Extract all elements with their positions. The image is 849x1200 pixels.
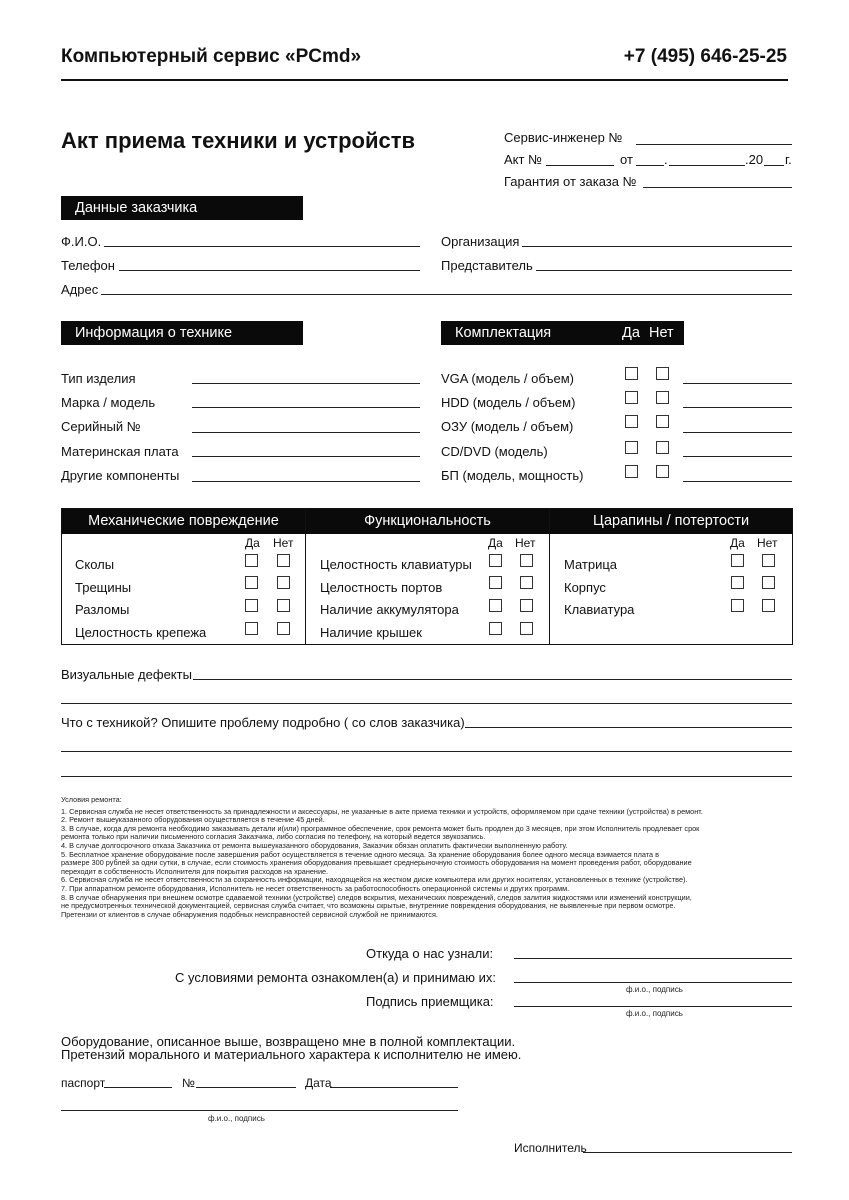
passport-no-field[interactable] (196, 1087, 296, 1088)
customer-signature-field[interactable] (61, 1110, 458, 1111)
visual-defects-label: Визуальные дефекты (61, 667, 192, 682)
warranty-field[interactable] (643, 187, 792, 188)
scratch-screen-yes-checkbox[interactable] (731, 554, 744, 567)
passport-field[interactable] (104, 1087, 172, 1088)
kit-item-label: CD/DVD (модель) (441, 444, 548, 459)
visual-defects-field-2[interactable] (61, 703, 792, 704)
phone-field[interactable] (119, 270, 420, 271)
condition-line: 5. Бесплатное хранение оборудование после завершения работ осуществляется в течение одного месяца. За хранение оборудования более одного месяца взимается плата в (61, 850, 659, 859)
representative-label: Представитель (441, 258, 533, 273)
scratch-yes-header: Да (730, 536, 745, 550)
company-phone: +7 (495) 646-25-25 (623, 46, 787, 67)
mech-yes-header: Да (245, 536, 260, 550)
address-field[interactable] (101, 294, 792, 295)
scratch-no-header: Нет (757, 536, 778, 550)
kit-item-label: БП (модель, мощность) (441, 468, 584, 483)
problem-field-3[interactable] (61, 776, 792, 777)
mech-chips-no-checkbox[interactable] (277, 554, 290, 567)
kit-vga-yes-checkbox[interactable] (625, 367, 638, 380)
act-year-suffix: г. (785, 152, 792, 167)
returned-text-1: Оборудование, описанное выше, возвращено мне в полной комплектации. (61, 1034, 516, 1049)
representative-field[interactable] (536, 270, 792, 271)
kit-item-label: VGA (модель / объем) (441, 371, 575, 386)
func-keyboard-no-checkbox[interactable] (520, 554, 533, 567)
condition-line: 2. Ремонт вышеуказанного оборудования осуществляется в течение 45 дней. (61, 816, 325, 825)
tech-brand-field[interactable] (192, 407, 420, 408)
conditions-title: Условия ремонта: (61, 796, 122, 804)
kit-hdd-no-checkbox[interactable] (656, 391, 669, 404)
tech-section-header: Информация о технике (61, 321, 303, 345)
kit-item-label: ОЗУ (модель / объем) (441, 419, 574, 434)
func-header: Функциональность (306, 509, 549, 534)
agree-label: С условиями ремонта ознакомлен(а) и принимаю их: (175, 970, 496, 985)
date-label: Дата (305, 1076, 332, 1090)
kit-cd-field[interactable] (683, 456, 792, 457)
kit-psu-no-checkbox[interactable] (656, 465, 669, 478)
tech-type-label: Тип изделия (61, 371, 136, 386)
mech-cracks-yes-checkbox[interactable] (245, 576, 258, 589)
act-form-page: Компьютерный сервис «PCmd» +7 (495) 646-25-25 Акт приема техники и устройств Сервис-инженер № Акт № от . .20 г. Гарантия от заказа № Данные заказчика Ф.И.О. Организация Телефон Представитель Адрес Информация о технике Тип изделия Марка / модель Серийный № Материнская плата Другие компоненты Комплектация Да Нет VGA (модель / объем) HDD (модель / объем) ОЗУ (модель / объем) CD/DVD (модель) БП (модель, мощность) Механические повреждение Функциональность Царапины / потертости Да Нет Сколы Трещины Разломы Целостность крепежа Да Нет Целостность клавиатуры Целостность портов Наличие аккумулятора Наличие крышек Да Нет Матрица Корпус Клавиатура Визуальные дефекты Что с техникой? Опишите проблему подробно ( со слов заказчика) Условия ремонта: 1. Сервисная служба не несет ответственность за принадлежности и аксессуары, не указанные в акте приема техники и устройств, оформляемом при сдаче техники (устройства) в ремонт. 2. Ремонт вышеуказанного оборудования осуществляется в течение 45 дней. 3. В случае, когда для ремонта необходимо заказывать детали и(или) программное обеспечение, срок ремонта может быть продлен до 3 месяцев, при этом Исполнитель продлевает срок ремонта только при наличии письменного согласия Заказчика, либо согласия по телефону, на который ведется звукозапись. 4. В случае долгосрочного отказа Заказчика от ремонта вышеуказанного оборудования, Заказчик обязан оплатить фактически выполненную работу. 5. Бесплатное хранение оборудование после завершения работ осуществляется в течение одного месяца. За хранение оборудования более одного месяца взимается плата в размере 300 рублей за одни сутки, в случае, если стоимость хранения оборудования превышает среднерыночную стоимость оборудования на момент проведения работ, оборудование переходит в собственность Исполнителя для покрытия расходов на хранение. 6. Сервисная служба не несет ответственности за сохранность информации, находящейся на жестком диске компьютера или других носителях, установленных в технике (устройстве). 7. При аппаратном ремонте оборудования, Исполнитель не несет ответственность за работоспособность операционной системы и других программ. 8. В случае обнаружения при внешнем осмотре сдаваемой техники (устройстве) следов вскрытия, механических повреждений, следов залития жидкостями или изменений конструкции, не предусмотренных технической документацией, сервисная служба считает, что возможны скрытые, внутренние повреждения оборудования, не выявленные при первом осмотре. Претензии от клиентов в случае обнаружения подобных неисправностей сервисной службой не принимаются. Откуда о нас узнали: С условиями ремонта ознакомлен(а) и принимаю их: ф.и.о., подпись Подпись приемщика: ф.и.о., подпись Оборудование, описанное выше, возвращено мне в полной комплектации. Претензий морального и материального характера к исполнителю не имею. паспорт № Дата ф.и.о., подпись Исполнитель (61, 46, 792, 1155)
table-divider (305, 509, 306, 644)
act-from-label: от (620, 152, 633, 167)
func-ports-yes-checkbox[interactable] (489, 576, 502, 589)
func-item-label: Целостность портов (320, 580, 443, 595)
kit-section-header (441, 321, 684, 345)
returned-text-2: Претензий морального и материального характера к исполнителю не имею. (61, 1047, 522, 1062)
condition-line: Претензии от клиентов в случае обнаружения подобных неисправностей сервисной службой не принимаются. (61, 910, 438, 919)
problem-field[interactable] (465, 727, 792, 728)
condition-line: 3. В случае, когда для ремонта необходимо заказывать детали и(или) программное обеспечение, срок ремонта может быть продлен до 3 месяцев, при этом Исполнитель продлевает срок (61, 824, 700, 833)
act-month-field[interactable] (669, 165, 745, 166)
scratch-case-no-checkbox[interactable] (762, 576, 775, 589)
address-label: Адрес (61, 282, 99, 297)
condition-line: 4. В случае долгосрочного отказа Заказчика от ремонта вышеуказанного оборудования, Заказчик обязан оплатить фактически выполненную работу. (61, 841, 568, 850)
tech-brand-label: Марка / модель (61, 395, 156, 410)
source-label: Откуда о нас узнали: (366, 946, 494, 961)
tech-type-field[interactable] (192, 383, 420, 384)
scratch-keyboard-yes-checkbox[interactable] (731, 599, 744, 612)
agree-signature-caption: ф.и.о., подпись (626, 985, 683, 994)
tech-other-field[interactable] (192, 481, 420, 482)
mech-breaks-yes-checkbox[interactable] (245, 599, 258, 612)
mech-fasteners-no-checkbox[interactable] (277, 622, 290, 635)
mech-item-label: Трещины (75, 580, 132, 595)
tech-serial-field[interactable] (192, 432, 420, 433)
fio-field[interactable] (104, 246, 420, 247)
func-battery-no-checkbox[interactable] (520, 599, 533, 612)
table-divider (549, 509, 550, 644)
mech-no-header: Нет (273, 536, 294, 550)
mech-item-label: Разломы (75, 602, 130, 617)
organization-field[interactable] (522, 246, 792, 247)
kit-cd-yes-checkbox[interactable] (625, 441, 638, 454)
scratch-case-yes-checkbox[interactable] (731, 576, 744, 589)
mech-cracks-no-checkbox[interactable] (277, 576, 290, 589)
mech-item-label: Сколы (75, 557, 115, 572)
condition-line: переходит в собственность Исполнителя для покрытия расходов на хранение. (61, 867, 329, 876)
tech-motherboard-field[interactable] (192, 456, 420, 457)
condition-line: ремонта только при наличии письменного согласия Заказчика, либо согласия по телефону, на который ведется звукозапись. (61, 833, 486, 842)
customer-section-header: Данные заказчика (61, 196, 303, 220)
scratch-item-label: Клавиатура (564, 602, 635, 617)
scratch-item-label: Матрица (564, 557, 618, 572)
scratch-header: Царапины / потертости (550, 509, 792, 534)
kit-section-title: Комплектация (455, 325, 552, 341)
problem-label: Что с техникой? Опишите проблему подробно ( со слов заказчика) (61, 715, 465, 730)
mech-chips-yes-checkbox[interactable] (245, 554, 258, 567)
receiver-label: Подпись приемщика: (366, 994, 494, 1009)
kit-hdd-field[interactable] (683, 407, 792, 408)
scratch-screen-no-checkbox[interactable] (762, 554, 775, 567)
func-keyboard-yes-checkbox[interactable] (489, 554, 502, 567)
receiver-signature-caption: ф.и.о., подпись (626, 1009, 683, 1018)
kit-ram-yes-checkbox[interactable] (625, 415, 638, 428)
condition-table (61, 508, 793, 645)
page-title: Акт приема техники и устройств (61, 128, 415, 153)
date-field[interactable] (330, 1087, 458, 1088)
func-ports-no-checkbox[interactable] (520, 576, 533, 589)
mech-fasteners-yes-checkbox[interactable] (245, 622, 258, 635)
passport-label: паспорт (61, 1076, 106, 1090)
act-year-prefix: .20 (745, 152, 764, 167)
func-item-label: Наличие крышек (320, 625, 422, 640)
company-name: Компьютерный сервис «PCmd» (61, 46, 362, 67)
condition-line: 7. При аппаратном ремонте оборудования, Исполнитель не несет ответственность за работоспособность операционной системы и других программ. (61, 884, 570, 893)
func-item-label: Наличие аккумулятора (320, 602, 459, 617)
condition-line: размере 300 рублей за одни сутки, в случае, если стоимость хранения оборудования превышает среднерыночную стоимость оборудования на момент проведения работ, оборудование (61, 859, 692, 868)
tech-motherboard-label: Материнская плата (61, 444, 179, 459)
repair-conditions (61, 796, 793, 919)
func-yes-header: Да (488, 536, 503, 550)
act-no-label: Акт № (504, 152, 543, 167)
engineer-field[interactable] (636, 144, 792, 145)
condition-line: 6. Сервисная служба не несет ответственности за сохранность информации, находящейся на жестком диске компьютера или других носителях, установленных в технике (устройстве). (61, 876, 688, 885)
func-covers-yes-checkbox[interactable] (489, 622, 502, 635)
act-no-field[interactable] (546, 165, 614, 166)
kit-no-header: Нет (649, 325, 674, 341)
customer-signature-caption: ф.и.о., подпись (208, 1114, 265, 1123)
condition-line: 8. В случае обнаружения при внешнем осмотре сдаваемой техники (устройстве) следов вскрытия, механических повреждений, следов залития жидкостями или изменений конструкции, (61, 893, 692, 902)
engineer-label: Сервис-инженер № (504, 130, 623, 145)
agree-signature-field[interactable] (514, 982, 792, 983)
visual-defects-field[interactable] (193, 679, 792, 680)
receiver-signature-field[interactable] (514, 1006, 792, 1007)
source-field[interactable] (514, 958, 792, 959)
organization-label: Организация (441, 234, 520, 249)
kit-cd-no-checkbox[interactable] (656, 441, 669, 454)
kit-ram-no-checkbox[interactable] (656, 415, 669, 428)
func-covers-no-checkbox[interactable] (520, 622, 533, 635)
kit-ram-field[interactable] (683, 432, 792, 433)
act-year-field[interactable] (764, 165, 784, 166)
tech-serial-label: Серийный № (61, 419, 141, 434)
fio-label: Ф.И.О. (61, 234, 102, 249)
kit-yes-header: Да (622, 325, 640, 341)
kit-hdd-yes-checkbox[interactable] (625, 391, 638, 404)
executor-label: Исполнитель (514, 1141, 587, 1155)
func-item-label: Целостность клавиатуры (320, 557, 472, 572)
warranty-label: Гарантия от заказа № (504, 174, 637, 189)
header-rule (61, 79, 788, 81)
scratch-keyboard-no-checkbox[interactable] (762, 599, 775, 612)
phone-label: Телефон (61, 258, 115, 273)
func-no-header: Нет (515, 536, 536, 550)
act-day-field[interactable] (636, 165, 664, 166)
condition-line: 1. Сервисная служба не несет ответственность за принадлежности и аксессуары, не указанные в акте приема техники и устройств, оформляемом при сдаче техники (устройства) в ремонт. (61, 807, 703, 816)
func-battery-yes-checkbox[interactable] (489, 599, 502, 612)
executor-signature-field[interactable] (583, 1152, 792, 1153)
kit-psu-yes-checkbox[interactable] (625, 465, 638, 478)
kit-item-label: HDD (модель / объем) (441, 395, 576, 410)
passport-no-label: № (182, 1076, 195, 1090)
condition-line: не предусмотренных технической документацией, сервисная служба считает, что возможны скрытые, внутренние повреждения оборудования, не выявленные при первом осмотре. (61, 902, 676, 911)
tech-other-label: Другие компоненты (61, 468, 180, 483)
scratch-item-label: Корпус (564, 580, 606, 595)
kit-psu-field[interactable] (683, 481, 792, 482)
kit-vga-field[interactable] (683, 383, 792, 384)
mech-header: Механические повреждение (62, 509, 305, 534)
kit-vga-no-checkbox[interactable] (656, 367, 669, 380)
problem-field-2[interactable] (61, 751, 792, 752)
mech-item-label: Целостность крепежа (75, 625, 207, 640)
mech-breaks-no-checkbox[interactable] (277, 599, 290, 612)
